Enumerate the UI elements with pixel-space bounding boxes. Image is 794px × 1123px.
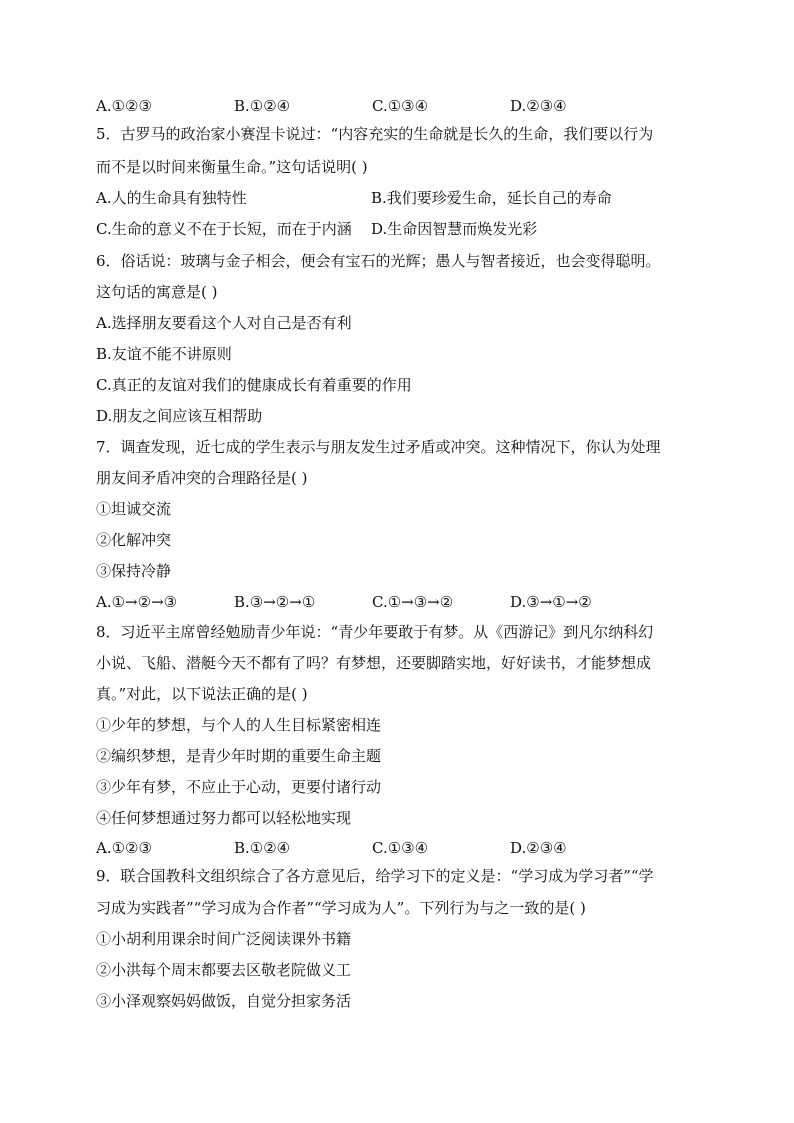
q7-stem-line-2: 朋友间矛盾冲突的合理路径是( ) <box>96 469 308 487</box>
q6-option-d: D.朋友之间应该互相帮助 <box>96 407 263 425</box>
q7-item-1: ①坦诚交流 <box>96 500 172 518</box>
q9-stem-line-2: 习成为实践者”“学习成为合作者”“学习成为人”。下列行为与之一致的是( ) <box>96 899 586 917</box>
q4-option-b: B.①②④ <box>234 97 291 115</box>
q5-option-d: D.生命因智慧而焕发光彩 <box>371 220 538 238</box>
q6-option-b: B.友谊不能不讲原则 <box>96 345 232 363</box>
q7-option-b: B.③→②→① <box>234 593 316 611</box>
q8-item-1: ①少年的梦想，与个人的人生目标紧密相连 <box>96 716 382 734</box>
q9-stem-line-1: 9．联合国教科文组织综合了各方意见后，给学习下的定义是：“学习成为学习者”“学 <box>96 867 654 885</box>
q8-option-a: A.①②③ <box>96 839 152 857</box>
q5-stem-line-1: 5．古罗马的政治家小赛涅卡说过：“内容充实的生命就是长久的生命，我们要以行为 <box>96 125 654 143</box>
q8-item-3: ③少年有梦，不应止于心动，更要付诸行动 <box>96 778 382 796</box>
q8-option-d: D.②③④ <box>510 839 567 857</box>
q8-stem-line-3: 真。”对此，以下说法正确的是( ) <box>96 685 308 703</box>
q7-option-a: A.①→②→③ <box>96 593 178 611</box>
q8-stem-line-1: 8．习近平主席曾经勉励青少年说：“青少年要敢于有梦。从《西游记》到凡尔纳科幻 <box>96 623 654 641</box>
q4-option-a: A.①②③ <box>96 97 152 115</box>
q7-option-c: C.①→③→② <box>372 593 454 611</box>
q5-option-a: A.人的生命具有独特性 <box>96 189 247 207</box>
q8-option-b: B.①②④ <box>234 839 291 857</box>
q7-item-3: ③保持冷静 <box>96 562 172 580</box>
q7-item-2: ②化解冲突 <box>96 531 172 549</box>
q8-stem-line-2: 小说、飞船、潜艇今天不都有了吗？有梦想，还要脚踏实地，好好读书，才能梦想成 <box>96 654 652 672</box>
q8-item-4: ④任何梦想通过努力都可以轻松地实现 <box>96 809 352 827</box>
q6-option-c: C.真正的友谊对我们的健康成长有着重要的作用 <box>96 376 412 394</box>
q9-item-1: ①小胡利用课余时间广泛阅读课外书籍 <box>96 930 352 948</box>
q8-option-c: C.①③④ <box>372 839 429 857</box>
q9-item-2: ②小洪每个周末都要去区敬老院做义工 <box>96 961 352 979</box>
q6-stem-line-2: 这句话的寓意是( ) <box>96 283 218 301</box>
q5-stem-line-2: 而不是以时间来衡量生命。”这句话说明( ) <box>96 158 368 176</box>
q4-option-c: C.①③④ <box>372 97 429 115</box>
q5-option-b: B.我们要珍爱生命，延长自己的寿命 <box>371 189 612 207</box>
q4-option-d: D.②③④ <box>510 97 567 115</box>
q8-item-2: ②编织梦想，是青少年时期的重要生命主题 <box>96 747 382 765</box>
q9-item-3: ③小泽观察妈妈做饭，自觉分担家务活 <box>96 992 352 1010</box>
q7-stem-line-1: 7．调查发现，近七成的学生表示与朋友发生过矛盾或冲突。这种情况下，你认为处理 <box>96 438 661 456</box>
q6-stem-line-1: 6．俗话说：玻璃与金子相会，便会有宝石的光辉；愚人与智者接近，也会变得聪明。 <box>96 252 661 270</box>
q7-option-d: D.③→①→② <box>510 593 592 611</box>
q5-option-c: C.生命的意义不在于长短，而在于内涵 <box>96 220 352 238</box>
q6-option-a: A.选择朋友要看这个人对自己是否有利 <box>96 314 352 332</box>
